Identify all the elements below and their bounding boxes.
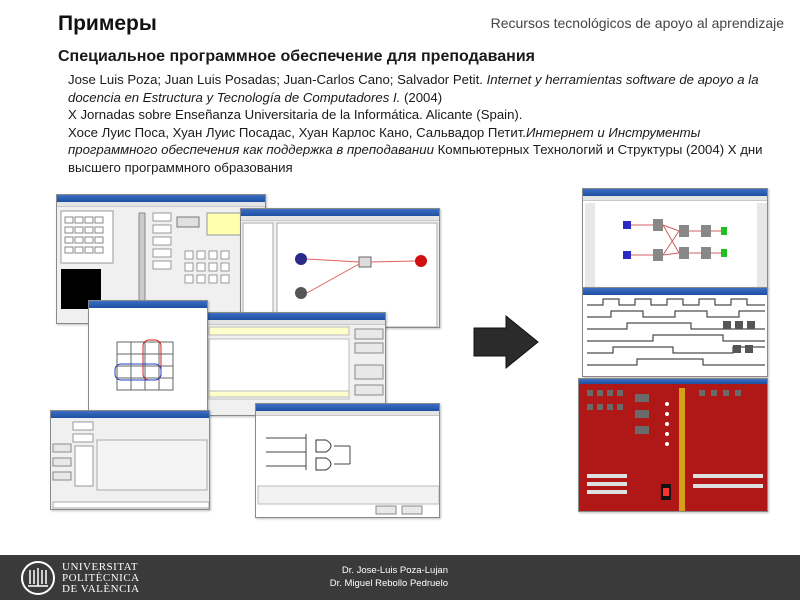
screenshot-circuit-designer: [255, 403, 440, 518]
screenshot-red-board: [578, 378, 768, 512]
screenshot-timing-diagram: [582, 287, 768, 377]
reference-block: [68, 71, 780, 195]
author-1: Dr. Jose-Luis Poza-Lujan: [341, 565, 448, 576]
university-name: UNIVERSITAT POLITÈCNICA DE VALÈNCIA: [62, 561, 140, 595]
screenshot-logic-circuit: [240, 208, 440, 328]
ref-ru-authors: Хосе Луис Поса, Хуан Луис Посадас, Хуан Карлос Кано, Сальвадор Петит.: [68, 124, 526, 140]
screenshot-simplifier: [50, 410, 210, 510]
slide-subtitle: Специальное программное обеспечение для преподавания: [58, 48, 535, 65]
author-2: Dr. Miguel Rebollo Pedruelo: [329, 578, 448, 589]
ref-es-event: X Jornadas sobre Enseñanza Universitaria de la Informática. Alicante (Spain).: [68, 107, 523, 123]
upv-logo-icon: [20, 560, 56, 596]
ref-ru-rest: Компьютерных Технологий и Структуры (2004) X дни высшего программного образования: [68, 142, 763, 175]
ref-es-authors: Jose Luis Poza; Juan Luis Posadas; Juan-Carlos Cano; Salvador Petit.: [68, 72, 483, 87]
ref-ru-title: Интернет и Инструменты программного обеспечения как поддержка в преподавании: [68, 124, 701, 158]
footer-authors: [330, 564, 448, 590]
right-arrow-icon: [472, 314, 540, 370]
screenshot-logic-editor: [206, 312, 386, 416]
ref-es-year: (2004): [404, 89, 443, 105]
screenshot-simulator-diagram: [582, 188, 768, 288]
course-name: Recursos tecnológicos de apoyo al aprendizaje: [490, 15, 784, 31]
slide-title: Примеры: [58, 12, 157, 35]
ref-es-title: Internet y herramientas software de apoyo a la docencia en Estructura y Tecnología de Computadores I.: [68, 72, 759, 105]
footer-bar: [0, 555, 800, 600]
